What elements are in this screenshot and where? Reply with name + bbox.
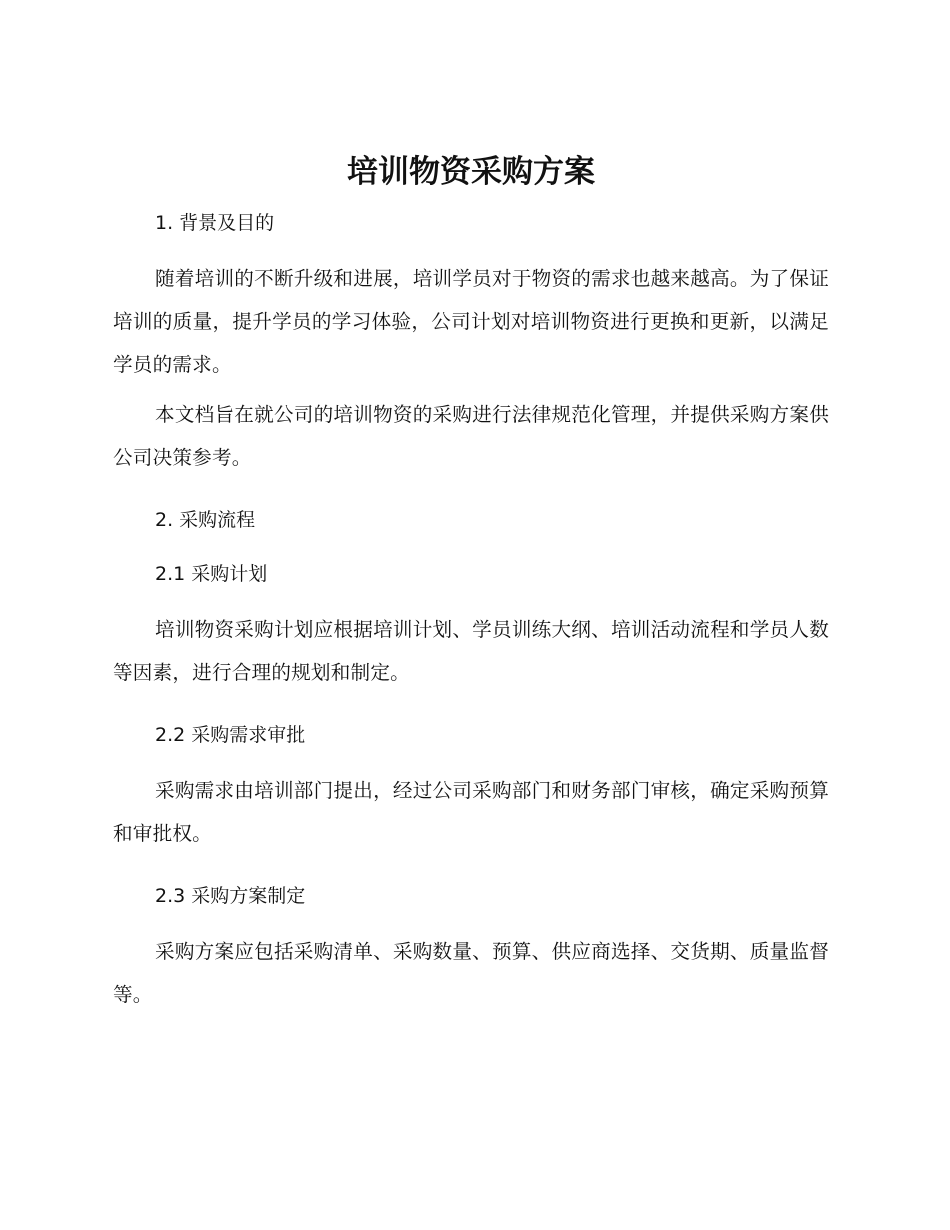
section-heading-1: 1. 背景及目的	[155, 212, 275, 234]
section-heading-2-1: 2.1 采购计划	[155, 563, 268, 585]
document-body	[113, 150, 829, 1023]
section-2-2-paragraph: 采购需求由培训部门提出，经过公司采购部门和财务部门审核，确定采购预算和审批权。	[113, 779, 829, 845]
section-2-1-paragraph: 培训物资采购计划应根据培训计划、学员训练大纲、培训活动流程和学员人数等因素，进行合理的规划和制定。	[113, 618, 829, 684]
section-1-paragraph-2: 本文档旨在就公司的培训物资的采购进行法律规范化管理，并提供采购方案供公司决策参考。	[113, 403, 829, 469]
section-heading-2-3: 2.3 采购方案制定	[155, 885, 306, 907]
document-title: 培训物资采购方案	[347, 154, 595, 190]
section-2-3-paragraph: 采购方案应包括采购清单、采购数量、预算、供应商选择、交货期、质量监督等。	[113, 940, 829, 1006]
section-1-paragraph-1: 随着培训的不断升级和进展，培训学员对于物资的需求也越来越高。为了保证培训的质量，提升学员的学习体验，公司计划对培训物资进行更换和更新，以满足学员的需求。	[113, 267, 829, 376]
section-heading-2-2: 2.2 采购需求审批	[155, 724, 306, 746]
section-heading-2: 2. 采购流程	[155, 509, 256, 531]
